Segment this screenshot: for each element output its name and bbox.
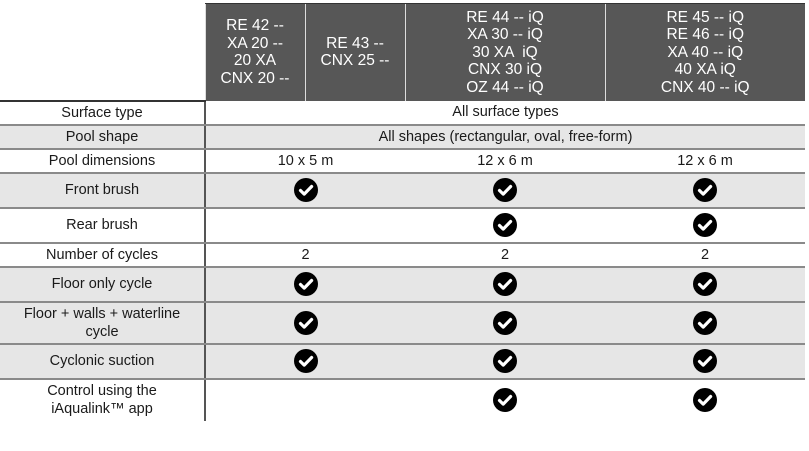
check-circle-icon [493,272,517,296]
check-circle-icon [693,213,717,237]
cell-check [605,379,805,421]
check-circle-icon [693,272,717,296]
check-circle-icon [493,311,517,335]
table-row [0,379,805,421]
row-label: Cyclonic suction [0,344,205,379]
check-circle-icon [294,178,318,202]
model-header-2 [305,4,405,101]
cell-check [605,208,805,243]
model-header-3 [405,4,605,101]
check-circle-icon [493,213,517,237]
row-label: Number of cycles [0,243,205,267]
table-row [0,267,805,302]
cell-check [405,379,605,421]
model-header-1 [205,4,305,101]
check-circle-icon [294,349,318,373]
model-name: 30 XA iQ [472,43,538,61]
model-name: OZ 44 -- iQ [466,78,544,96]
cell-value: 2 [405,243,605,267]
comparison-table [0,3,805,421]
cell-check [205,173,405,208]
cell-value: 2 [605,243,805,267]
table-row [0,208,805,243]
cell-check [205,379,405,421]
cell-check [605,302,805,344]
row-label: Pool shape [0,125,205,149]
cell-check [205,267,405,302]
cell-value: 2 [205,243,405,267]
model-name: XA 20 -- [227,34,283,52]
row-label: Front brush [0,173,205,208]
check-circle-icon [294,272,318,296]
cell-check [205,302,405,344]
header-blank [0,4,205,101]
check-circle-icon [493,178,517,202]
table-row [0,101,805,125]
cell-check [405,267,605,302]
check-circle-icon [493,388,517,412]
row-label: Pool dimensions [0,149,205,173]
check-circle-icon [693,388,717,412]
table-row [0,173,805,208]
model-name: RE 42 -- [226,17,284,35]
check-circle-icon [693,349,717,373]
row-value: All shapes (rectangular, oval, free-form) [205,125,805,149]
row-label: Control using the iAqualink™ app [0,379,205,421]
cell-value: 12 x 6 m [605,149,805,173]
row-value: All surface types [205,101,805,125]
check-circle-icon [493,349,517,373]
check-circle-icon [693,178,717,202]
table-row [0,149,805,173]
row-label: Surface type [0,101,205,125]
cell-check [405,344,605,379]
cell-check [605,173,805,208]
model-name: RE 44 -- iQ [466,8,544,26]
model-name: CNX 25 -- [320,52,390,70]
model-header-4 [605,4,805,101]
model-name: RE 45 -- iQ [666,8,744,26]
model-name: CNX 40 -- iQ [660,78,750,96]
model-name: CNX 20 -- [220,69,290,87]
row-label: Floor only cycle [0,267,205,302]
model-name: XA 40 -- iQ [667,43,744,61]
model-name: CNX 30 iQ [467,61,543,78]
cell-value: 12 x 6 m [405,149,605,173]
cell-check [405,208,605,243]
model-name: RE 46 -- iQ [666,26,744,43]
table-row [0,243,805,267]
check-circle-icon [294,311,318,335]
row-label: Floor + walls + waterline cycle [0,302,205,344]
cell-check [405,173,605,208]
table-row [0,302,805,344]
cell-check [205,344,405,379]
cell-check [605,344,805,379]
row-label: Rear brush [0,208,205,243]
table-row [0,125,805,149]
cell-check [405,302,605,344]
model-name: XA 30 -- iQ [467,26,543,43]
check-circle-icon [693,311,717,335]
model-name: RE 43 -- [326,34,384,52]
cell-check [605,267,805,302]
header-row [0,4,805,101]
model-name: 20 XA [233,52,277,70]
cell-value: 10 x 5 m [205,149,405,173]
model-name: 40 XA iQ [674,61,736,78]
table-row [0,344,805,379]
cell-check [205,208,405,243]
